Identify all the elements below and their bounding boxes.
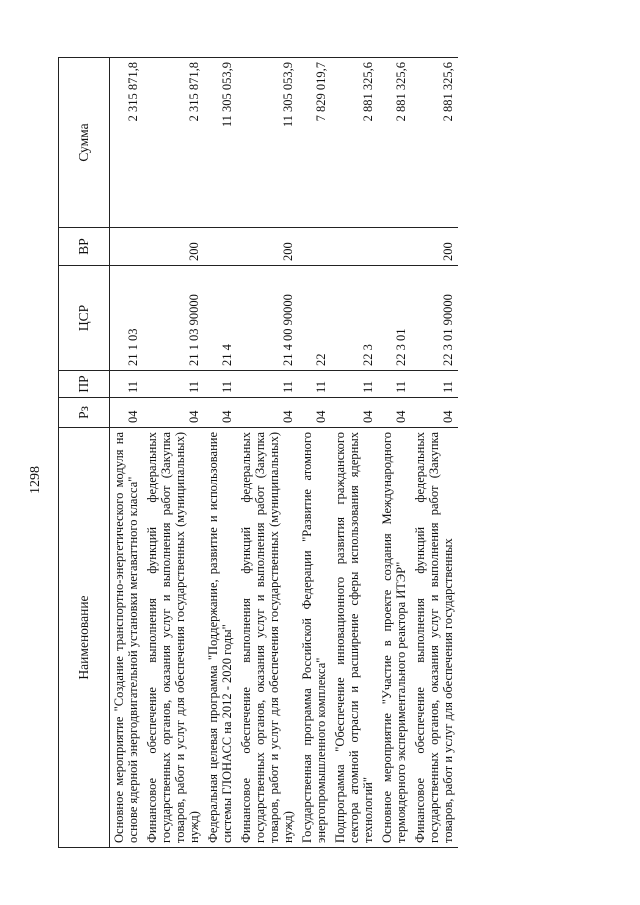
row-name: Основное мероприятие "Участие в проекте создания Международного термоядерного экспериментального реактора ИТЭР" xyxy=(378,428,411,848)
row-name: Федеральная целевая программа "Поддержание, развитие и использование системы ГЛОНАСС на 2012 - 2020 годы" xyxy=(204,428,237,848)
row-rz: 04 xyxy=(143,398,204,428)
table-row xyxy=(378,58,411,848)
header-pr: ПР xyxy=(59,371,110,398)
table-row xyxy=(298,58,331,848)
row-pr: 11 xyxy=(237,371,298,398)
row-name: Финансовое обеспечение выполнения функций федеральных государственных органов, оказания услуг и выполнения работ (Закупка товаров, работ и услуг для обеспечения государственных xyxy=(411,428,458,848)
row-rz: 04 xyxy=(204,398,237,428)
row-name: Финансовое обеспечение выполнения функций федеральных государственных органов, оказания услуг и выполнения работ (Закупка товаров, работ и услуг для обеспечения государственных (муниципальных) нужд) xyxy=(143,428,204,848)
table-row xyxy=(237,58,298,848)
row-csr: 21 1 03 xyxy=(110,266,144,371)
rotated-page-content xyxy=(58,58,614,848)
row-pr: 11 xyxy=(331,371,378,398)
header-vr: ВР xyxy=(59,228,110,266)
header-csr: ЦСР xyxy=(59,266,110,371)
table-header-row xyxy=(59,58,110,848)
row-sum: 7 829 019,7 xyxy=(298,58,331,228)
row-vr xyxy=(110,228,144,266)
row-csr: 22 xyxy=(298,266,331,371)
row-sum: 2 881 325,6 xyxy=(331,58,378,228)
row-rz: 04 xyxy=(298,398,331,428)
row-pr: 11 xyxy=(298,371,331,398)
row-rz: 04 xyxy=(411,398,458,428)
row-rz: 04 xyxy=(378,398,411,428)
row-sum: 11 305 053,9 xyxy=(237,58,298,228)
row-csr: 21 4 xyxy=(204,266,237,371)
row-csr: 22 3 01 xyxy=(378,266,411,371)
row-pr: 11 xyxy=(110,371,144,398)
table-row xyxy=(411,58,458,848)
table-row xyxy=(331,58,378,848)
row-csr: 21 4 00 90000 xyxy=(237,266,298,371)
row-sum: 11 305 053,9 xyxy=(204,58,237,228)
table-row xyxy=(204,58,237,848)
row-vr: 200 xyxy=(237,228,298,266)
row-rz: 04 xyxy=(237,398,298,428)
row-sum: 2 315 871,8 xyxy=(110,58,144,228)
row-pr: 11 xyxy=(411,371,458,398)
row-pr: 11 xyxy=(378,371,411,398)
budget-table xyxy=(58,57,458,848)
row-vr: 200 xyxy=(143,228,204,266)
row-rz: 04 xyxy=(331,398,378,428)
row-pr: 11 xyxy=(204,371,237,398)
header-rz: Рз xyxy=(59,398,110,428)
row-sum: 2 881 325,6 xyxy=(378,58,411,228)
row-name: Финансовое обеспечение выполнения функций федеральных государственных органов, оказания услуг и выполнения работ (Закупка товаров, работ и услуг для обеспечения государственных (муниципальных) нужд) xyxy=(237,428,298,848)
header-sum: Сумма xyxy=(59,58,110,228)
row-csr: 22 3 01 90000 xyxy=(411,266,458,371)
table-row xyxy=(110,58,144,848)
row-vr xyxy=(331,228,378,266)
row-vr xyxy=(298,228,331,266)
row-csr: 22 3 xyxy=(331,266,378,371)
row-name: Подпрограмма "Обеспечение инновационного развития гражданского сектора атомной отрасли и расширение сферы использования ядерных технологий" xyxy=(331,428,378,848)
row-vr xyxy=(378,228,411,266)
row-name: Государственная программа Российской Федерации "Развитие атомного энергопромышленного комплекса" xyxy=(298,428,331,848)
table-row xyxy=(143,58,204,848)
row-vr xyxy=(204,228,237,266)
page-number: 1298 xyxy=(28,466,43,494)
row-pr: 11 xyxy=(143,371,204,398)
header-name: Наименование xyxy=(59,428,110,848)
row-rz: 04 xyxy=(110,398,144,428)
row-sum: 2 881 325,6 xyxy=(411,58,458,228)
row-sum: 2 315 871,8 xyxy=(143,58,204,228)
row-csr: 21 1 03 90000 xyxy=(143,266,204,371)
row-name: Основное мероприятие "Создание транспортно-энергетического модуля на основе ядерной энергодвигательной установки мегаваттного класса" xyxy=(110,428,144,848)
row-vr: 200 xyxy=(411,228,458,266)
